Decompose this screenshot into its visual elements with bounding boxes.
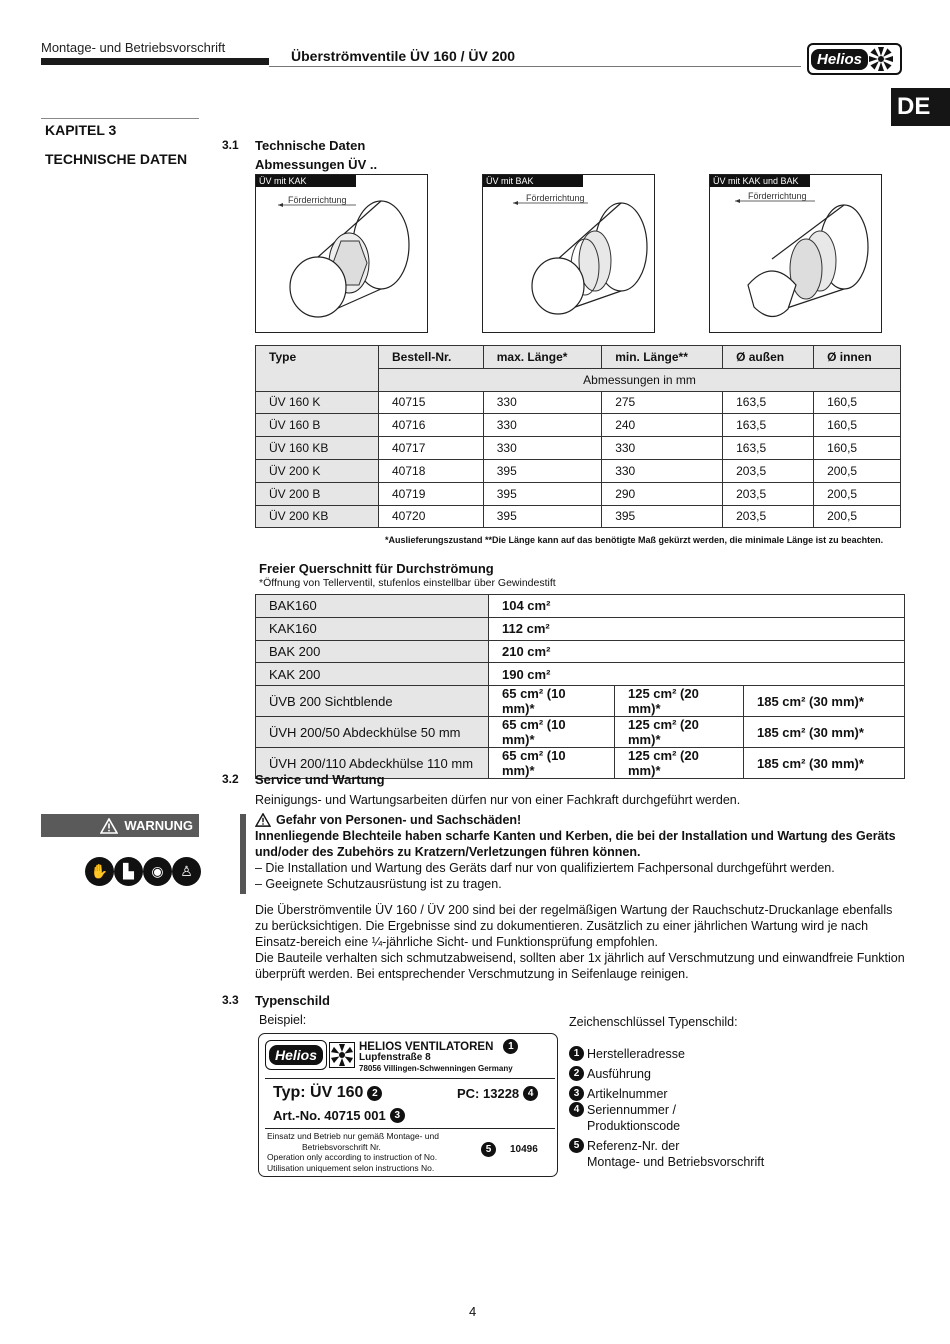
table-cell: 200,5 — [814, 505, 901, 528]
warning-triangle-icon — [100, 818, 118, 834]
marker-4-icon: 4 — [523, 1086, 538, 1101]
section-number-3-1: 3.1 — [222, 138, 239, 152]
legend-item — [569, 1138, 764, 1154]
service-intro: Reinigungs- und Wartungsarbeiten dürfen nur von einer Fachkraft durchgeführt werden. — [255, 793, 741, 807]
warning-text: Innenliegende Blechteile haben scharfe Kanten und Kerben, die bei der Installation und Wartung des Geräts und/oder des Zubehörs zu Kratzern/Verletzungen führen können. — [255, 829, 896, 859]
image-tag: ÜV mit KAK — [256, 175, 356, 187]
cleaning-paragraph: Die Bauteile verhalten sich schmutzabweisend, sollten aber 1x jährlich auf Verschmutzung und einwandfreie Funktion überprüft werden. Bei entsprechender Verschmutzung in Seifenlauge reinigen. — [255, 951, 905, 981]
table-row — [256, 617, 905, 640]
type-plate-legend — [569, 1046, 764, 1170]
table-cell: BAK160 — [256, 595, 489, 618]
table-cell: ÜV 200 KB — [256, 505, 379, 528]
table-row — [256, 391, 901, 414]
table-cell: 125 cm² (20 mm)* — [615, 717, 744, 748]
legend-text: Montage- und Betriebsvorschrift — [587, 1155, 765, 1169]
plate-logo — [265, 1040, 327, 1070]
table-row — [256, 482, 901, 505]
marker-5-icon: 5 — [569, 1138, 584, 1153]
gloves-icon: ✋ — [85, 857, 114, 886]
header-title: Überströmventile ÜV 160 / ÜV 200 — [291, 48, 516, 64]
plate-fine-print — [267, 1131, 439, 1173]
table-cell: 40717 — [379, 437, 484, 460]
table-header-type: Type — [256, 346, 379, 392]
dimensions-table — [255, 345, 901, 528]
plate-fine-line: Operation only according to instruction of No. — [267, 1152, 438, 1162]
table-cell: BAK 200 — [256, 640, 489, 663]
warning-item: – Die Installation und Wartung des Geräts darf nur von qualifiziertem Fachpersonal durchgeführt werden. — [255, 861, 835, 875]
table-cell: 65 cm² (10 mm)* — [489, 686, 615, 717]
table-cell: 125 cm² (20 mm)* — [615, 748, 744, 779]
table-row — [256, 663, 905, 686]
table-cell: ÜV 160 B — [256, 414, 379, 437]
table-row — [256, 414, 901, 437]
table-cell: 185 cm² (30 mm)* — [744, 686, 905, 717]
table-cell: 275 — [602, 391, 723, 414]
dimensions-subtitle: Abmessungen ÜV .. — [255, 157, 378, 172]
table-row — [256, 640, 905, 663]
table-cell: 203,5 — [723, 482, 814, 505]
legend-item — [569, 1102, 764, 1118]
free-section-note: *Öffnung von Tellerventil, stufenlos einstellbar über Gewindestift — [259, 577, 556, 589]
table-cell: 65 cm² (10 mm)* — [489, 748, 615, 779]
legend-item — [569, 1154, 764, 1170]
plate-ref: 10496 — [510, 1144, 538, 1155]
table-cell: 203,5 — [723, 505, 814, 528]
legend-text: Ausführung — [587, 1067, 651, 1081]
flow-direction-label: Förderrichtung — [748, 191, 807, 201]
table-cell: 160,5 — [814, 437, 901, 460]
marker-3-icon: 3 — [569, 1086, 584, 1101]
table-cell: 395 — [483, 482, 601, 505]
table-cell: 203,5 — [723, 459, 814, 482]
marker-1-icon: 1 — [569, 1046, 584, 1061]
warning-label — [41, 814, 199, 837]
table-cell: 185 cm² (30 mm)* — [744, 748, 905, 779]
section-title-3-3: Typenschild — [255, 993, 330, 1008]
plate-logo-text: Helios — [269, 1045, 323, 1065]
legend-text: Produktionscode — [587, 1119, 681, 1133]
image-tag: ÜV mit BAK — [483, 175, 583, 187]
table-cell: 163,5 — [723, 414, 814, 437]
chapter-title: TECHNISCHE DATEN — [45, 151, 188, 167]
warning-item: – Geeignete Schutzausrüstung ist zu tragen. — [255, 877, 502, 891]
header-doc-type: Montage- und Betriebsvorschrift — [41, 40, 226, 55]
example-label: Beispiel: — [259, 1013, 307, 1027]
table-cell: 185 cm² (30 mm)* — [744, 717, 905, 748]
table-cell: ÜV 160 KB — [256, 437, 379, 460]
table-cell: ÜV 200 K — [256, 459, 379, 482]
table-cell: 395 — [483, 505, 601, 528]
plate-pc: PC: 13228 — [457, 1086, 520, 1101]
section-number-3-3: 3.3 — [222, 993, 239, 1007]
table-cell: 210 cm² — [489, 640, 905, 663]
plate-fine-line: Einsatz und Betrieb nur gemäß Montage- und — [267, 1131, 439, 1141]
fan-icon — [868, 46, 894, 72]
table-cell: 240 — [602, 414, 723, 437]
chapter-rule — [41, 118, 199, 119]
warning-triangle-icon — [255, 813, 271, 827]
image-tag: ÜV mit KAK und BAK — [710, 175, 810, 187]
safety-boots-icon: ▙ — [114, 857, 143, 886]
table-cell: 330 — [602, 459, 723, 482]
marker-4-icon: 4 — [569, 1102, 584, 1117]
valve-drawing — [483, 175, 654, 332]
logo-text: Helios — [811, 49, 868, 70]
marker-3-icon: 3 — [390, 1108, 405, 1123]
free-section-title: Freier Querschnitt für Durchströmung — [259, 561, 494, 576]
header-rule — [269, 66, 801, 67]
table-cell: 200,5 — [814, 459, 901, 482]
table-cell: 112 cm² — [489, 617, 905, 640]
table-cell: 163,5 — [723, 391, 814, 414]
page-number: 4 — [469, 1304, 477, 1319]
type-plate — [258, 1033, 558, 1177]
valve-drawing — [710, 175, 881, 332]
table-cell: 40715 — [379, 391, 484, 414]
table-header: Bestell-Nr. — [379, 346, 484, 369]
table-cell: 190 cm² — [489, 663, 905, 686]
plate-type: Typ: ÜV 160 — [273, 1084, 364, 1101]
table-cell: ÜVB 200 Sichtblende — [256, 686, 489, 717]
protective-suit-icon: ♙ — [172, 857, 201, 886]
free-cross-section-table — [255, 594, 905, 779]
plate-type-row — [273, 1084, 382, 1102]
table-cell: 40720 — [379, 505, 484, 528]
table-cell: KAK 200 — [256, 663, 489, 686]
language-badge: DE — [891, 88, 950, 126]
table-cell: 104 cm² — [489, 595, 905, 618]
table-cell: 160,5 — [814, 414, 901, 437]
plate-fine-line: Utilisation uniquement selon instructions No. — [267, 1162, 435, 1173]
table-cell: ÜV 160 K — [256, 391, 379, 414]
section-title-3-2: Service und Wartung — [255, 772, 385, 787]
marker-2-icon: 2 — [569, 1066, 584, 1081]
helios-logo — [807, 43, 902, 75]
table-cell: ÜV 200 B — [256, 482, 379, 505]
table-header: Ø innen — [814, 346, 901, 369]
table-row — [256, 459, 901, 482]
table-row — [256, 686, 905, 717]
table-cell: 125 cm² (20 mm)* — [615, 686, 744, 717]
table-row — [256, 717, 905, 748]
flow-direction-label: Förderrichtung — [526, 193, 585, 203]
table-cell: 395 — [483, 459, 601, 482]
table-cell: 200,5 — [814, 482, 901, 505]
valve-image-kak — [255, 174, 428, 333]
plate-fine-line: Betriebsvorschrift Nr. — [302, 1141, 381, 1152]
table-cell: 40716 — [379, 414, 484, 437]
table-cell: ÜVH 200/50 Abdeckhülse 50 mm — [256, 717, 489, 748]
table-cell: 65 cm² (10 mm)* — [489, 717, 615, 748]
valve-image-bak — [482, 174, 655, 333]
section-title-3-1: Technische Daten — [255, 138, 366, 153]
table-cell: 330 — [602, 437, 723, 460]
flow-direction-label: Förderrichtung — [288, 195, 347, 205]
table-cell: 160,5 — [814, 391, 901, 414]
table-cell: 330 — [483, 391, 601, 414]
warning-block — [255, 812, 905, 892]
table-cell: 290 — [602, 482, 723, 505]
valve-drawing — [256, 175, 427, 332]
table-cell: 40719 — [379, 482, 484, 505]
legend-text: Referenz-Nr. der — [587, 1139, 680, 1153]
legend-item — [569, 1118, 764, 1134]
section-number-3-2: 3.2 — [222, 772, 239, 786]
warning-bar — [240, 814, 246, 894]
plate-art-row — [273, 1108, 405, 1123]
plate-ref-row — [481, 1142, 538, 1157]
table-cell: 395 — [602, 505, 723, 528]
legend-item — [569, 1046, 764, 1062]
table-cell: 163,5 — [723, 437, 814, 460]
table-cell: KAK160 — [256, 617, 489, 640]
valve-image-kak-bak — [709, 174, 882, 333]
fan-icon — [329, 1041, 355, 1069]
legend-item — [569, 1086, 764, 1102]
plate-city: 78056 Villingen-Schwenningen Germany — [359, 1064, 513, 1073]
legend-text: Artikelnummer — [587, 1087, 668, 1101]
table-cell: 330 — [483, 414, 601, 437]
legend-text: Seriennummer / — [587, 1103, 676, 1117]
warning-label-text: WARNUNG — [124, 818, 193, 833]
plate-company: HELIOS VENTILATOREN — [359, 1040, 494, 1053]
table-subheader: Abmessungen in mm — [379, 368, 901, 391]
marker-5-icon: 5 — [481, 1142, 496, 1157]
table-footnote: *Auslieferungszustand **Die Länge kann auf das benötigte Maß gekürzt werden, die minimale Länge ist zu beachten. — [385, 535, 884, 545]
table-header: Ø außen — [723, 346, 814, 369]
header-bar — [41, 58, 269, 65]
plate-street: Lupfenstraße 8 — [359, 1052, 431, 1063]
plate-pc-row — [457, 1086, 538, 1101]
warning-heading — [255, 812, 905, 828]
marker-2-icon: 2 — [367, 1086, 382, 1101]
plate-art: Art.-No. 40715 001 — [273, 1108, 386, 1123]
legend-item — [569, 1066, 764, 1082]
table-cell: 330 — [483, 437, 601, 460]
marker-1-icon: 1 — [503, 1039, 518, 1054]
legend-title: Zeichenschlüssel Typenschild: — [569, 1015, 738, 1029]
maintenance-paragraph: Die Überströmventile ÜV 160 / ÜV 200 sind bei der regelmäßigen Wartung der Rauchschutz-Druckanlage ebenfalls zu berücksichtigen. Die Ergebnisse sind zu dokumentieren. Zusätzlich zu einer jährlichen Wartung wird je nach Einsatz-bereich eine ¼-jährliche Sicht- und Funktionsprüfung empfohlen. — [255, 903, 893, 949]
plate-divider — [265, 1128, 555, 1129]
table-cell: ÜVH 200/110 Abdeckhülse 110 mm — [256, 748, 489, 779]
chapter-number: KAPITEL 3 — [45, 122, 117, 138]
table-row — [256, 437, 901, 460]
table-header: min. Länge** — [602, 346, 723, 369]
goggles-icon: ◉ — [143, 857, 172, 886]
plate-divider — [265, 1078, 555, 1079]
table-row — [256, 595, 905, 618]
table-cell: 40718 — [379, 459, 484, 482]
table-row — [256, 505, 901, 528]
legend-text: Herstelleradresse — [587, 1047, 685, 1061]
table-header: max. Länge* — [483, 346, 601, 369]
warning-title: Gefahr von Personen- und Sachschäden! — [276, 813, 522, 827]
